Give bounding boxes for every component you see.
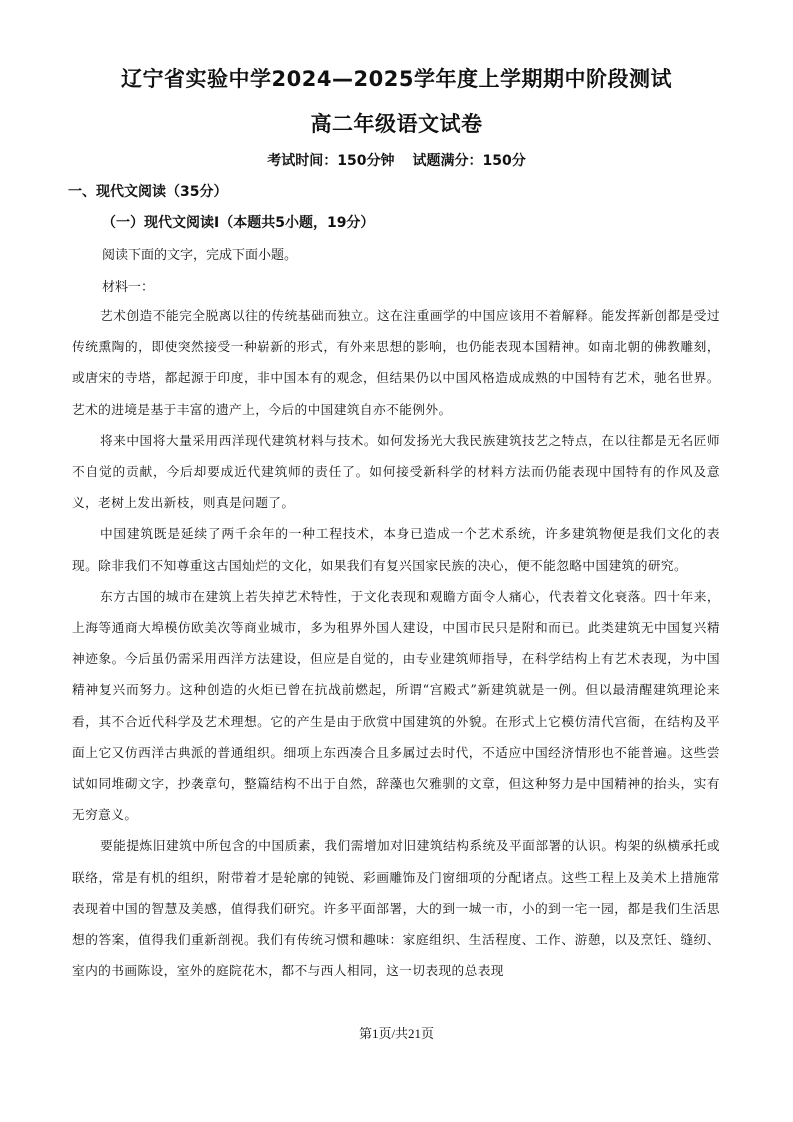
paper-subtitle: 高二年级语文试卷 <box>310 112 483 136</box>
exam-title: 辽宁省实验中学2024—2025学年度上学期期中阶段测试 <box>121 67 672 91</box>
exam-time: 考试时间：150分钟 <box>267 153 395 169</box>
passage-paragraph: 将来中国将大量采用西洋现代建筑材料与技术。如何发扬光大我民族建筑技艺之特点，在以往都是无名匠师不自觉的贡献，今后却要成近代建筑师的责任了。如何接受新科学的材料方法而仍能表现中国特有的作风及意义，老树上发出新枝，则真是问题了。 <box>72 432 720 511</box>
reading-instruction: 阅读下面的文字，完成下面小题。 <box>102 248 298 263</box>
section-heading: 一、现代文阅读（35分） <box>68 184 228 200</box>
exam-info <box>0 150 793 170</box>
material-label: 材料一： <box>102 280 155 295</box>
page-number: 第1页/共21页 <box>358 1026 435 1041</box>
full-score: 试题满分：150分 <box>412 153 526 169</box>
subsection-heading: （一）现代文阅读Ⅰ（本题共5小题，19分） <box>102 215 375 231</box>
passage-paragraph: 艺术创造不能完全脱离以往的传统基础而独立。这在注重画学的中国应该用不着解释。能发挥新创都是受过传统熏陶的，即使突然接受一种崭新的形式，有外来思想的影响，也仍能表现本国精神。如南北朝的佛教雕刻，或唐宋的寺塔，都起源于印度，非中国本有的观念，但结果仍以中国风格造成成熟的中国特有艺术，驰名世界。艺术的进境是基于丰富的遗产上，今后的中国建筑自亦不能例外。 <box>72 308 720 417</box>
passage-paragraph: 中国建筑既是延续了两千余年的一种工程技术，本身已造成一个艺术系统，许多建筑物便是我们文化的表现。除非我们不知尊重这古国灿烂的文化，如果我们有复兴国家民族的决心，便不能忽略中国建筑的研究。 <box>72 526 720 573</box>
passage-paragraph: 东方古国的城市在建筑上若失掉艺术特性，于文化表现和观瞻方面令人痛心，代表着文化衰落。四十年来，上海等通商大埠模仿欧美次等商业城市，多为租界外国人建设，中国市民只是附和而已。此类建筑无中国复兴精神迹象。今后虽仍需采用西洋方法建设，但应是自觉的，由专业建筑师指导，在科学结构上有艺术表现，为中国精神复兴而努力。这种创造的火炬已曾在抗战前燃起，所谓“宫殿式”新建筑就是一例。但以最清醒建筑理论来看，其不合近代科学及艺术理想。它的产生是由于欣赏中国建筑的外貌。在形式上它模仿清代宫衙，在结构及平面上它又仿西洋古典派的普通组织。细项上东西凑合且多属过去时代，不适应中国经济情形也不能普遍。这些尝试如同堆砌文字，抄袭章句，整篇结构不出于自然，辞藻也欠雅驯的文章，但这种努力是中国精神的抬头，实有无穷意义。 <box>72 588 720 823</box>
reading-passage <box>72 300 720 986</box>
passage-paragraph: 要能提炼旧建筑中所包含的中国质素，我们需增加对旧建筑结构系统及平面部署的认识。构架的纵横承托或联络，常是有机的组织，附带着才是轮廓的钝锐、彩画雕饰及门窗细项的分配诸点。这些工程上及美术上措施常表现着中国的智慧及美感，值得我们研究。许多平面部署，大的到一城一市，小的到一宅一园，都是我们生活思想的答案，值得我们重新剖视。我们有传统习惯和趣味：家庭组织、生活程度、工作、游憩，以及烹饪、缝纫、室内的书画陈设，室外的庭院花木，都不与西人相同，这一切表现的总表现 <box>72 838 720 979</box>
